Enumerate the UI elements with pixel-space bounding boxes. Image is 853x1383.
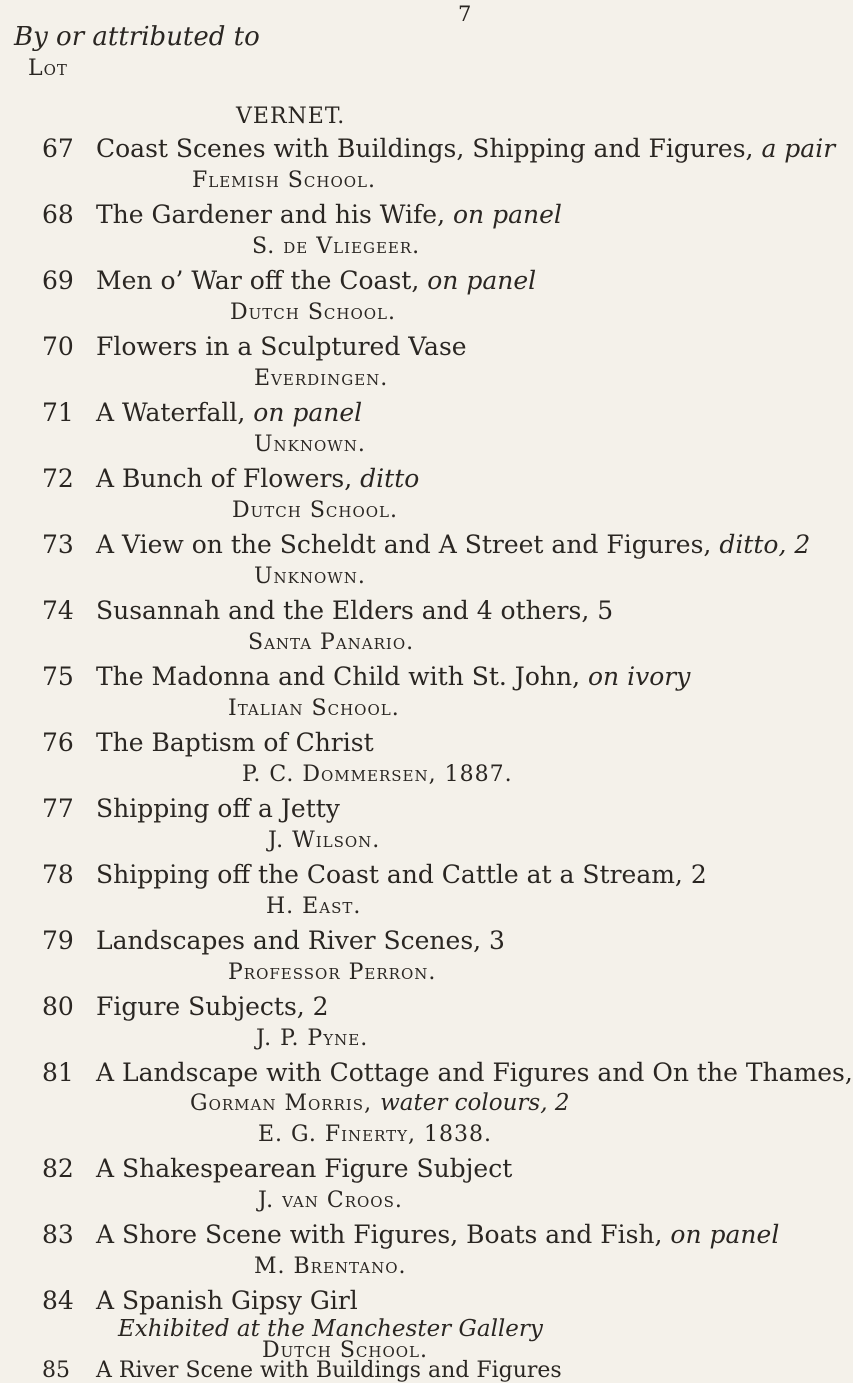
lot-title: A Bunch of Flowers, ditto: [96, 464, 420, 493]
page-heading: By or attributed to: [14, 22, 260, 52]
artist-dommersen: P. C. Dommersen, 1887.: [242, 762, 513, 787]
artist-dutch-school: Dutch School.: [232, 498, 399, 523]
exhibition-note: Exhibited at the Manchester Gallery: [118, 1316, 543, 1342]
artist-finerty: E. G. Finerty, 1838.: [258, 1122, 492, 1147]
artist-italian-school: Italian School.: [228, 696, 400, 721]
lot-number: 76: [42, 728, 74, 757]
artist-everdingen: Everdingen.: [254, 366, 389, 391]
lot-title: Shipping off a Jetty: [96, 794, 340, 823]
artist-dutch-school: Dutch School.: [262, 1338, 429, 1363]
artist-east: H. East.: [266, 894, 362, 919]
lot-title: Susannah and the Elders and 4 others, 5: [96, 596, 614, 625]
lot-number: 69: [42, 266, 74, 295]
lot-number: 78: [42, 860, 74, 889]
lot-number: 85: [42, 1358, 70, 1383]
artist-brentano: M. Brentano.: [254, 1254, 407, 1279]
lot-number: 82: [42, 1154, 74, 1183]
artist-pyne: J. P. Pyne.: [256, 1026, 369, 1051]
lot-title: The Baptism of Christ: [96, 728, 374, 757]
lot-number: 81: [42, 1058, 74, 1087]
artist-vernet: VERNET.: [236, 104, 346, 129]
lot-title: A Shakespearean Figure Subject: [96, 1154, 513, 1183]
lot-title: The Gardener and his Wife, on panel: [96, 200, 562, 229]
lot-number: 79: [42, 926, 74, 955]
artist-flemish-school: Flemish School.: [192, 168, 376, 193]
lot-number: 74: [42, 596, 74, 625]
artist-wilson: J. Wilson.: [268, 828, 381, 853]
lot-title: A Spanish Gipsy Girl: [96, 1286, 358, 1315]
lot-number: 75: [42, 662, 74, 691]
artist-unknown: Unknown.: [254, 432, 366, 457]
lot-number: 67: [42, 134, 74, 163]
lot-number: 84: [42, 1286, 74, 1315]
lot-title: Shipping off the Coast and Cattle at a Stream, 2: [96, 860, 707, 889]
lot-number: 68: [42, 200, 74, 229]
lot-title: A Shore Scene with Figures, Boats and Fish, on panel: [96, 1220, 780, 1249]
lot-title: The Madonna and Child with St. John, on ivory: [96, 662, 691, 691]
artist-dutch-school: Dutch School.: [230, 300, 397, 325]
artist-santa-panario: Santa Panario.: [248, 630, 415, 655]
artist-gorman-morris: Gorman Morris, water colours, 2: [190, 1090, 570, 1116]
artist-unknown: Unknown.: [254, 564, 366, 589]
lot-number: 70: [42, 332, 74, 361]
lot-title: A River Scene with Buildings and Figures: [96, 1358, 562, 1383]
lot-number: 80: [42, 992, 74, 1021]
lot-title: Coast Scenes with Buildings, Shipping and Figures, a pair: [96, 134, 836, 163]
artist-van-croos: J. van Croos.: [258, 1188, 403, 1213]
lot-column-label: Lot: [28, 56, 68, 81]
lot-number: 73: [42, 530, 74, 559]
lot-number: 83: [42, 1220, 74, 1249]
lot-title: A View on the Scheldt and A Street and Figures, ditto, 2: [96, 530, 811, 559]
lot-title: A Landscape with Cottage and Figures and On the Thames,: [96, 1058, 853, 1087]
lot-title: Figure Subjects, 2: [96, 992, 329, 1021]
lot-title: A Waterfall, on panel: [96, 398, 363, 427]
lot-title: Landscapes and River Scenes, 3: [96, 926, 505, 955]
artist-perron: Professor Perron.: [228, 960, 437, 985]
lot-number: 71: [42, 398, 74, 427]
lot-number: 77: [42, 794, 74, 823]
lot-number: 72: [42, 464, 74, 493]
artist-de-vliegeer: S. de Vliegeer.: [252, 234, 421, 259]
page-number: 7: [458, 2, 472, 26]
lot-title: Flowers in a Sculptured Vase: [96, 332, 467, 361]
lot-title: Men o’ War off the Coast, on panel: [96, 266, 537, 295]
